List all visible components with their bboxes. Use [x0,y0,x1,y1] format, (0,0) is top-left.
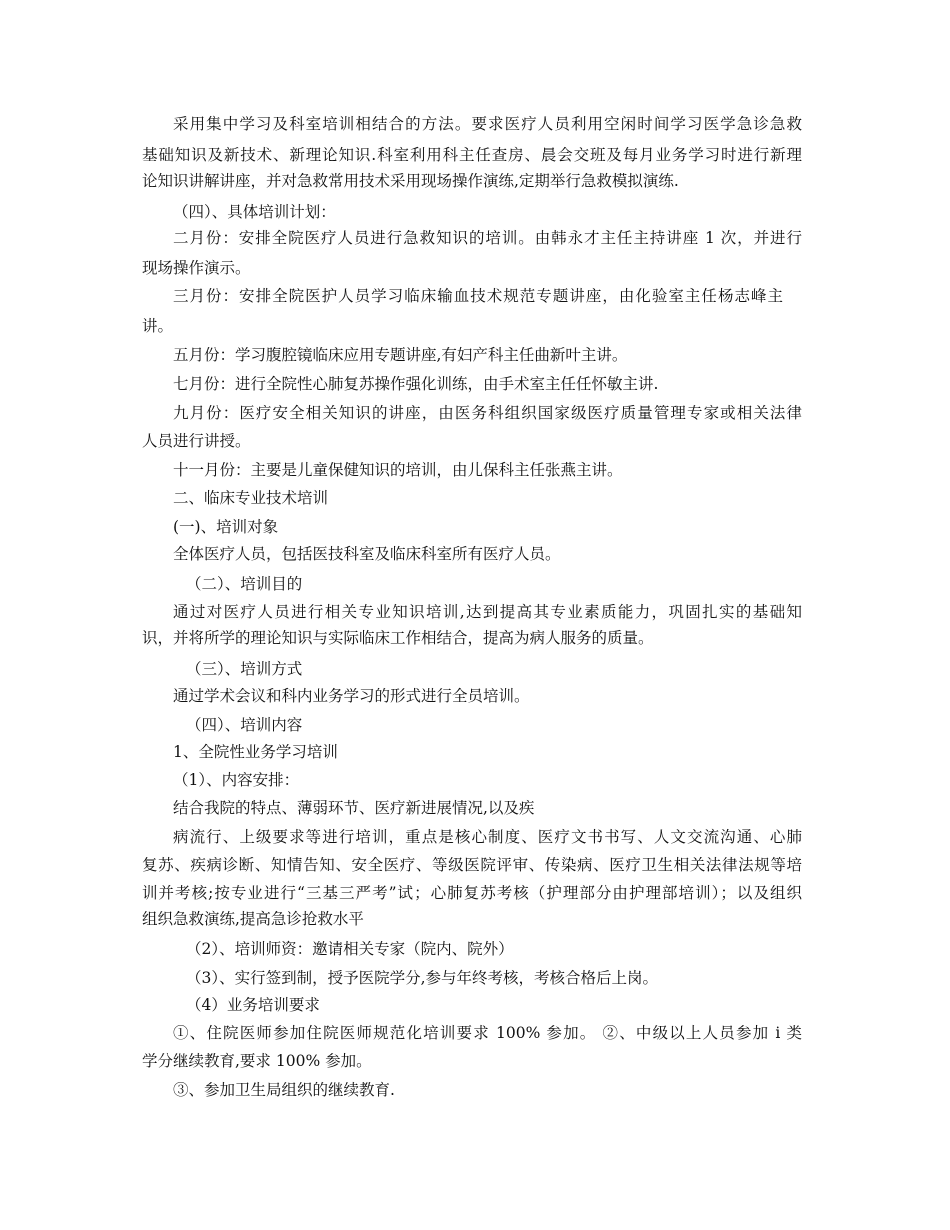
subsection-heading: （4）业务培训要求 [186,996,320,1014]
text-line: 学分继续教育,要求 100% 参加。 [142,1052,372,1070]
text-line: 1、全院性业务学习培训 [173,743,338,761]
text-line: 通过学术会议和科内业务学习的形式进行全员培训。 [173,687,530,705]
text-line: 人员进行讲授。 [142,432,251,450]
text-line: 病流行、上级要求等进行培训，重点是核心制度、医疗文书书写、人文交流沟通、心肺 [173,828,802,846]
text-line: 基础知识及新技术、新理论知识.科室利用科主任查房、晨会交班及每月业务学习时进行新理 [142,146,802,164]
text-line: （1）、内容安排： [173,771,300,789]
subsection-heading: （四）、培训内容 [186,716,303,734]
subsection-heading: （三）、培训方式 [186,660,303,678]
text-line: 通过对医疗人员进行相关专业知识培训,达到提高其专业素质能力，巩固扎实的基础知 [173,603,802,621]
text-line: 五月份：学习腹腔镜临床应用专题讲座,有妇产科主任曲新叶主讲。 [173,346,628,364]
text-line: ③、参加卫生局组织的继续教育. [173,1081,395,1099]
subsection-heading: (一)、培训对象 [173,518,279,536]
section-heading: 二、临床专业技术培训 [173,489,329,507]
text-line: 组织急救演练,提高急诊抢救水平 [142,910,364,928]
text-line: 三月份：安排全院医护人员学习临床输血技术规范专题讲座，由化验室主任杨志峰主 [173,287,783,305]
text-line: （2）、培训师资：邀请相关专家（院内、院外） [186,940,514,958]
text-line: 识，并将所学的理论知识与实际临床工作相结合，提高为病人服务的质量。 [142,629,654,647]
text-line: 复苏、疾病诊断、知情告知、安全医疗、等级医院评审、传染病、医疗卫生相关法律法规等培 [142,856,802,874]
text-line: 九月份：医疗安全相关知识的讲座，由医务科组织国家级医疗质量管理专家或相关法律 [173,404,802,422]
text-line: 现场操作演示。 [142,259,251,277]
text-line: 全体医疗人员，包括医技科室及临床科室所有医疗人员。 [173,545,561,563]
text-line: 二月份：安排全院医疗人员进行急救知识的培训。由韩永才主任主持讲座 1 次，并进行 [173,229,802,247]
section-heading: （四）、具体培训计划： [173,203,336,221]
text-line: 采用集中学习及科室培训相结合的方法。要求医疗人员利用空闲时间学习医学急诊急救 [173,115,802,133]
text-line: 七月份：进行全院性心肺复苏操作强化训练，由手术室主任任怀敏主讲. [173,375,659,393]
text-line: ①、住院医师参加住院医师规范化培训要求 100% 参加。 ②、中级以上人员参加 i 类 [173,1024,802,1042]
text-line: 结合我院的特点、薄弱环节、医疗新进展情况,以及疾 [173,799,535,817]
text-line: 讲。 [142,317,174,335]
text-line: 训并考核;按专业进行“三基三严考”试；心肺复苏考核（护理部分由护理部培训）；以及组织 [142,884,802,902]
text-line: 十一月份：主要是儿童保健知识的培训，由儿保科主任张燕主讲。 [173,461,623,479]
subsection-heading: （二）、培训目的 [186,575,303,593]
text-line: （3）、实行签到制，授予医院学分,参与年终考核，考核合格后上岗。 [186,969,659,987]
text-line: 论知识讲解讲座，并对急救常用技术采用现场操作演练,定期举行急救模拟演练. [142,172,679,190]
